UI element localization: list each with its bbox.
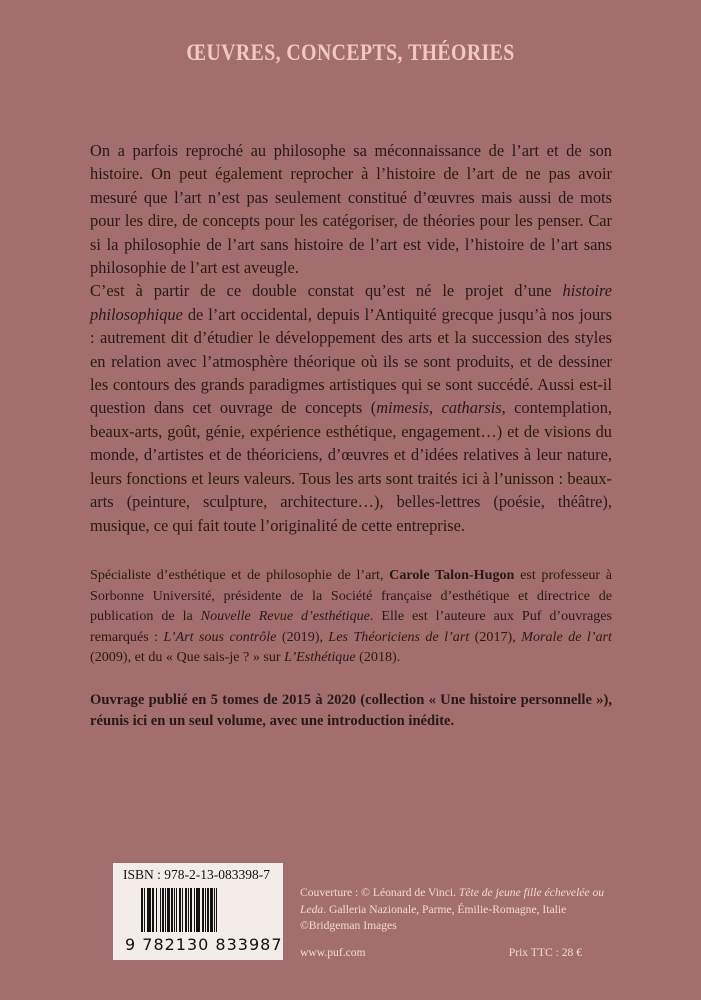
author-bio — [90, 565, 612, 668]
text-segment: Couverture : © Léonard de Vinci. — [300, 886, 459, 899]
text-segment: Spécialiste d’esthétique et de philosophie de l’art, — [90, 566, 390, 583]
text-segment: (2009), et du « Que sais-je ? » sur — [90, 649, 285, 666]
text-segment: , contemplation, beaux-arts, goût, génie, expérience esthétique, engagement…) et de visions du monde, d’artistes et de théoriciens, d’œuvres et d’idées relatives à leur nature, leurs fonctions et leurs valeurs. Tous les arts sont traités ici à l’unisson : beaux-arts (peinture, sculpture, architecture…), belles-lettres (poésie, théâtre), musique, ce qui fait toute l’originalité de cette entreprise. — [90, 398, 613, 535]
blurb-paragraph-1 — [90, 139, 612, 279]
barcode-bar — [217, 888, 219, 932]
isbn-label: ISBN : 978-2-13-083398-7 — [123, 867, 270, 882]
text-segment: Morale de l’art — [521, 628, 612, 645]
text-segment: catharsis — [441, 398, 502, 418]
text-segment: Tête de jeune fille échevelée ou Leda — [300, 886, 605, 916]
footer-row — [300, 945, 620, 962]
text-segment: On a parfois reproché au philosophe sa méconnaissance de l’art et de son histoire. On peut également reprocher à l’histoire de l’art de ne pas avoir mesuré que l’art n’est pas seulement constitué d’œuvres mais aussi de mots pour les dire, de concepts pour les catégoriser, de théories pour les penser. Car si la philosophie de l’art sans histoire de l’art est vide, l’histoire de l’art sans philosophie de l’art est aveugle. — [90, 141, 612, 278]
text-segment: L’Art sous contrôle — [163, 628, 277, 645]
edition-note: Ouvrage publié en 5 tomes de 2015 à 2020 (collection « Une histoire personnelle »), réunis ici en un seul volume, avec une introduction inédite. — [90, 691, 612, 729]
footer-info — [300, 885, 620, 961]
text-segment: (2019), — [276, 628, 329, 645]
text-segment: (2018). — [355, 649, 401, 666]
text-segment: Carole Talon-Hugon — [389, 566, 515, 583]
price: Prix TTC : 28 € — [508, 945, 582, 959]
text-segment: mimesis — [376, 398, 430, 418]
text-segment: . Elle est l’auteure aux Puf d’ouvrages remarqués : — [90, 608, 612, 645]
back-cover-title: ŒUVRES, CONCEPTS, THÉORIES — [186, 40, 515, 65]
text-segment: histoire philosophique — [90, 281, 612, 324]
text-segment: de l’art occidental, depuis l’Antiquité grecque jusqu’à nos jours : autrement dit d’étudier le développement des arts et la succession des styles en relation avec l’atmosphère théorique où ils se sont produits, et de dessiner les contours des grands paradigmes artistiques qui se sont succédé. Aussi est-il question dans cet ouvrage de concepts ( — [90, 304, 612, 418]
text-segment: . Galleria Nazionale, Parme, Émilie-Romagne, Italie ©Bridgeman Images — [300, 902, 567, 932]
text-segment: Nouvelle Revue d’esthétique — [200, 608, 370, 625]
text-segment: est professeur à Sorbonne Université, présidente de la Société française d’esthétique et directrice de publication de la — [90, 566, 613, 625]
text-column — [90, 139, 612, 732]
publisher-url[interactable]: www.puf.com — [300, 945, 366, 959]
cover-credit — [300, 885, 620, 935]
text-segment: (2017), — [469, 628, 522, 645]
text-segment: C’est à partir de ce double constat qu’est né le projet d’une — [90, 281, 563, 301]
text-segment: , — [429, 398, 442, 418]
barcode-box — [113, 863, 283, 960]
text-segment: Les Théoriciens de l’art — [328, 628, 470, 645]
barcode-icon — [141, 888, 277, 932]
blurb-paragraph-2 — [90, 279, 612, 536]
barcode-digits: 9 782130 833987 — [125, 935, 283, 954]
text-segment: L’Esthétique — [284, 649, 356, 666]
